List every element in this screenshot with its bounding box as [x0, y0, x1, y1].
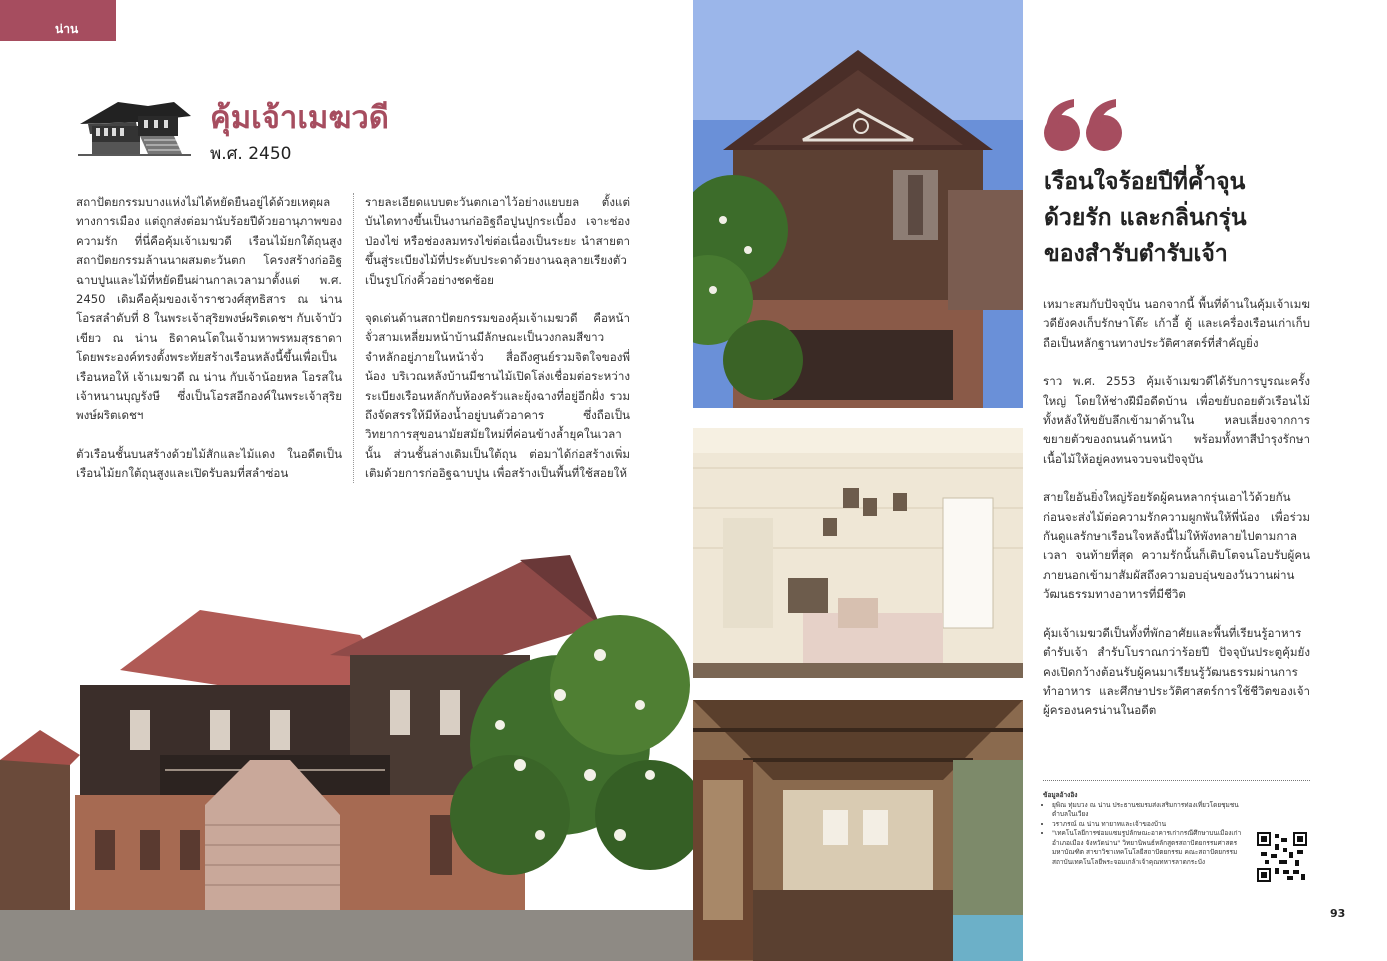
paragraph: คุ้มเจ้าเมฆวดีเป็นทั้งที่พักอาศัยและพื้นที่เรียนรู้อาหารตำรับเจ้า สำรับโบราณกว่าร้อยปี ปัจจุบันประตูคุ้มยังคงเปิดกว้างต้อนรับผู้คนมาเรียนรู้วัฒนธรรมผ่านการทำอาหาร และศึกษาประวัติศาสตร์การใช้ชีวิตของเจ้าผู้ครองนครน่านในอดีต — [1043, 625, 1310, 718]
interior-room-photo — [693, 428, 1023, 678]
house-gable-photo — [693, 0, 1023, 408]
references — [1043, 791, 1243, 867]
headline-line: เรือนใจร้อยปีที่ค้ำจุน — [1044, 169, 1246, 195]
page-number: 93 — [1330, 907, 1346, 920]
references-title: ข้อมูลอ้างอิง — [1043, 791, 1078, 799]
house-exterior-photo — [0, 515, 693, 961]
paragraph: เหมาะสมกับปัจจุบัน นอกจากนี้ พื้นที่ด้านในคุ้มเจ้าเมฆวดียังคงเก็บรักษาโต๊ะ เก้าอี้ ตู้ และเครื่องเรือนเก่าเก็บ ถือเป็นหลักฐานทางประวัติศาสตร์ที่สำคัญยิ่ง — [1043, 297, 1310, 350]
headline-line: ของสำรับตำรับเจ้า — [1044, 241, 1228, 267]
quote-mark-icon — [1044, 97, 1124, 153]
body-column-3 — [1043, 295, 1310, 735]
pull-quote-headline — [1044, 164, 1344, 272]
paragraph: ตัวเรือนชั้นบนสร้างด้วยไม้สักและไม้แดง ในอดีตเป็นเรือนไม้ยกใต้ถุนสูงและเปิดรับลมที่สลำซ่อน — [76, 446, 342, 481]
paragraph: สายใยอันยิ่งใหญ่ร้อยรัดผู้คนหลากรุ่นเอาไว้ด้วยกัน ก่อนจะส่งไม้ต่อความรักความผูกพันให้พี่น้อง เพื่อร่วมกันดูแลรักษาเรือนใจหลังนี้ไม่ให้พังทลายไปตามกาลเวลา จนท้ายที่สุด ความรักนั้นก็เติบโตจนโอบรับผู้คนภายนอกเข้ามาสัมผัสถึงความอบอุ่นของวันวานผ่านวัฒนธรรมทางอาหารที่มีชีวิต — [1043, 490, 1310, 602]
paragraph: สถาปัตยกรรมบางแห่งไม่ได้หยัดยืนอยู่ได้ด้วยเหตุผลทางการเมือง แต่ถูกส่งต่อมานับร้อยปีด้วยอานุภาพของความรัก ที่นี่คือคุ้มเจ้าเมฆวดี เรือนไม้ยกใต้ถุนสูงสถาปัตยกรรมล้านนาผสมตะวันตก โครงสร้างก่ออิฐฉาบปูนและไม้ที่หยัดยืนผ่านกาลเวลามาตั้งแต่ พ.ศ. 2450 เดิมคือคุ้มของเจ้าราชวงศ์สุทธิสาร ณ น่าน โอรสลำดับที่ 8 ในพระเจ้าสุริยพงษ์ผริตเดชฯ กับเจ้าบัวเขียว ณ น่าน ธิดาคนโตในเจ้ามหาพรหมสุรธาดา โดยพระองค์ทรงตั้งพระทัยสร้างเรือนหลังนี้ขึ้นเพื่อเป็นเรือนหอให้ เจ้าเมฆวดี ณ น่าน กับเจ้าน้อยหล โอรสในเจ้าหนานบุญรังษี ซึ่งเป็นโอรสอีกองค์ในพระเจ้าสุริยพงษ์ผริตเดชฯ — [76, 195, 342, 423]
paragraph: ราว พ.ศ. 2553 คุ้มเจ้าเมฆวดีได้รับการบูรณะครั้งใหญ่ โดยให้ช่างฝีมือดีดบ้าน เพื่อขยับถอยตัวเรือนไม้ทั้งหลังให้ขยับลึกเข้ามาด้านใน หลบเลี่ยงจากการขยายตัวของถนนด้านหน้า พร้อมทั้งทาสีบำรุงรักษาเนื้อไม้ให้อยู่คงทนจวบจนปัจจุบัน — [1043, 374, 1310, 466]
kitchen-photo — [693, 700, 1023, 961]
headline-line: ด้วยรัก และกลิ่นกรุ่น — [1044, 205, 1247, 231]
reference-item: • ยุพิณ ทุ่มบวง ณ น่าน ประธานชมรมส่งเสริมการท่องเที่ยวโดยชุมชนตำบลในเวียง — [1052, 801, 1243, 820]
paragraph: จุดเด่นด้านสถาปัตยกรรมของคุ้มเจ้าเมฆวดี คือหน้าจั่วสามเหลี่ยมหน้าบ้านมีลักษณะเป็นวงกลมสีขาวจำหลักอยู่ภายในหน้าจั่ว สื่อถึงศูนย์รวมจิตใจของพี่น้อง บริเวณหลังบ้านมีชานไม้เปิดโล่งเชื่อมต่อระหว่างระเบียงเรือนหลักกับห้องครัวและยุ้งฉางที่อยู่อีกฝั่ง รวมถึงจัดสรรให้มีห้องน้ำอยู่บนตัวอาคาร ซึ่งถือเป็นวิทยาการสุขอนามัยสมัยใหม่ที่ค่อนข้างล้ำยุคในเวลานั้น ส่วนชั้นล่างเดิมเป็นใต้ถุน ต่อมาได้ก่อสร้างเพิ่มเติมด้วยการก่ออิฐฉาบปูน เพื่อสร้างเป็นพื้นที่ใช้สอยให้ — [365, 311, 630, 481]
reference-item: • "เทคโนโลยีการซ่อมแซมรูปลักษณะอาคารเก่ากรณีศึกษาบนเมืองเก่า อำเภอเมือง จังหวัดน่าน" วิทยานิพนธ์หลักสูตรสถาปัตยกรรมศาสตรมหาบัณฑิต สาขาวิชาเทคโนโลยีสถาปัตยกรรม คณะสถาปัตยกรรม สถาบันเทคโนโลยีพระจอมเกล้าเจ้าคุณทหารลาดกระบัง — [1052, 829, 1243, 867]
references-divider — [1043, 780, 1310, 781]
paragraph: รายละเอียดแบบตะวันตกเอาไว้อย่างแยบยล ตั้งแต่บันไดทางขึ้นเป็นงานก่ออิฐถือปูนปูกระเบื้อง เจาะช่องป่องไข่ หรือช่องลมทรงไข่ต่อเนื่องเป็นระยะ นำสายตาขึ้นสู่ระเบียงไม้ที่ประดับประดาด้วยงานฉลุลายเรียงตัวเป็นรูปโก่งคิ้วอย่างชดช้อย — [365, 195, 630, 287]
reference-item: • วราภรณ์ ณ น่าน ทายาทและเจ้าของบ้าน — [1052, 820, 1243, 830]
body-column-2 — [365, 193, 630, 483]
house-drawing-icon — [78, 98, 193, 158]
section-tab — [0, 0, 116, 41]
column-divider — [353, 193, 354, 483]
section-tab-label: น่าน — [55, 22, 79, 36]
body-column-1 — [76, 193, 342, 483]
qr-code-icon[interactable] — [1257, 832, 1307, 882]
article-year: พ.ศ. 2450 — [210, 144, 292, 164]
article-title: คุ้มเจ้าเมฆวดี — [210, 100, 389, 136]
